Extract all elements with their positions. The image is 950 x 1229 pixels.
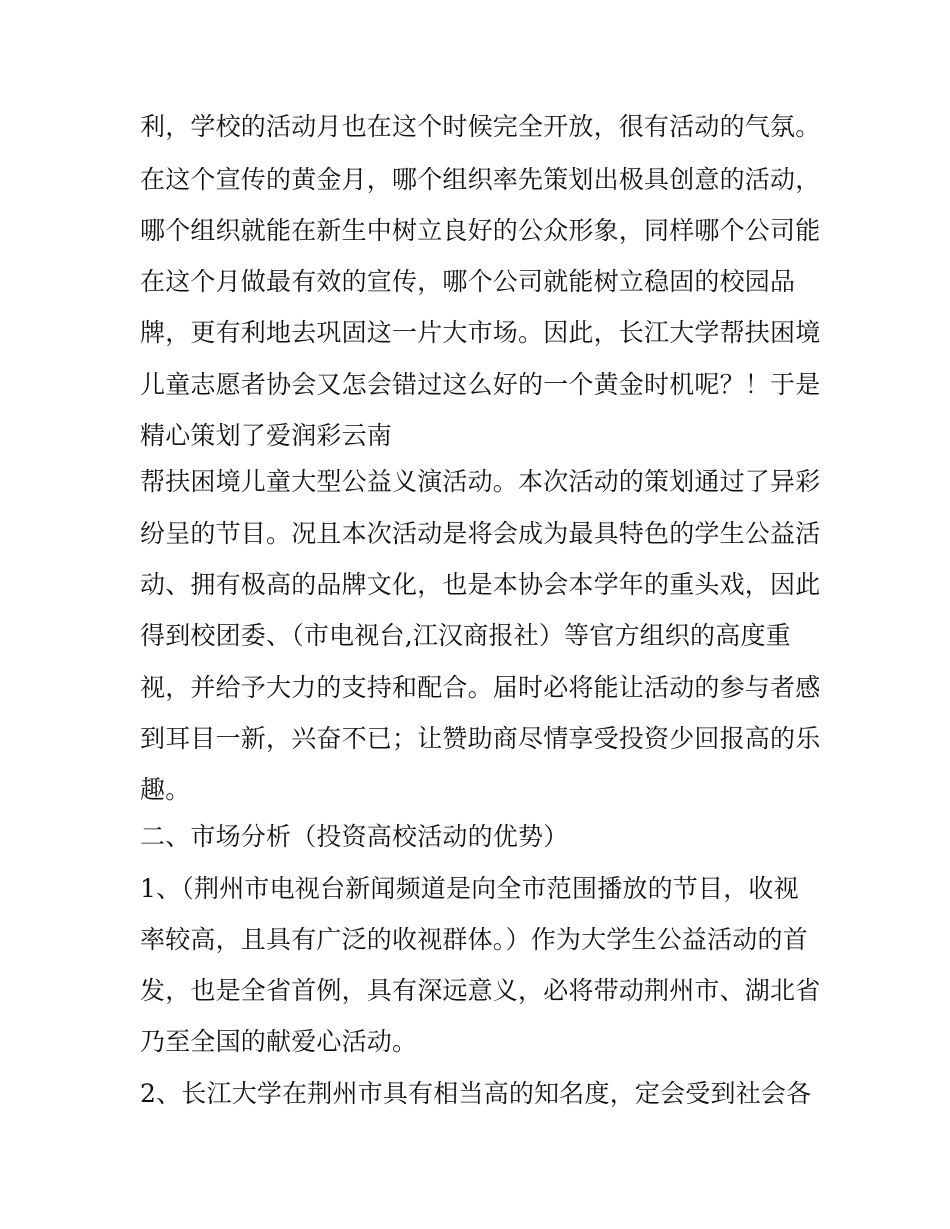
- paragraph-line: 趣。: [140, 775, 191, 804]
- paragraph-line: 利，学校的活动月也在这个时候完全开放，很有活动的气氛。: [140, 112, 821, 141]
- paragraph-line: 视，并给予大力的支持和配合。届时必将能让活动的参与者感: [140, 673, 821, 702]
- paragraph-line: 在这个月做最有效的宣传，哪个公司就能树立稳固的校园品: [140, 267, 796, 296]
- paragraph-line: 得到校团委、（市电视台,江汉商报社）等官方组织的高度重: [140, 621, 791, 650]
- paragraph-line: 乃至全国的献爱心活动。: [140, 1027, 418, 1056]
- list-item: 1、（荆州市电视台新闻频道是向全市范围播放的节目，收视: [140, 874, 799, 903]
- paragraph-line: 纷呈的节目。况且本次活动是将会成为最具特色的学生公益活: [140, 519, 821, 548]
- paragraph-line: 牌，更有利地去巩固这一片大市场。因此，长江大学帮扶困境: [140, 318, 821, 347]
- paragraph-line: 动、拥有极高的品牌文化，也是本协会本学年的重头戏，因此: [140, 570, 821, 599]
- paragraph-line: 精心策划了爱润彩云南: [140, 421, 393, 450]
- paragraph-line: 儿童志愿者协会又怎会错过这么好的一个黄金时机呢？！于是: [140, 370, 821, 399]
- section-heading: 二、市场分析（投资高校活动的优势）: [140, 822, 569, 851]
- paragraph-line: 到耳目一新，兴奋不已；让赞助商尽情享受投资少回报高的乐: [140, 724, 821, 753]
- paragraph-line: 率较高，且具有广泛的收视群体。）作为大学生公益活动的首: [140, 925, 808, 954]
- list-item: 2、长江大学在荆州市具有相当高的知名度，定会受到社会各: [140, 1079, 812, 1108]
- paragraph-line: 在这个宣传的黄金月，哪个组织率先策划出极具创意的活动，: [140, 165, 821, 194]
- paragraph-line: 哪个组织就能在新生中树立良好的公众形象，同样哪个公司能: [140, 216, 821, 245]
- paragraph-line: 帮扶困境儿童大型公益义演活动。本次活动的策划通过了异彩: [140, 467, 821, 496]
- paragraph-line: 发，也是全省首例，具有深远意义，必将带动荆州市、湖北省: [140, 976, 821, 1005]
